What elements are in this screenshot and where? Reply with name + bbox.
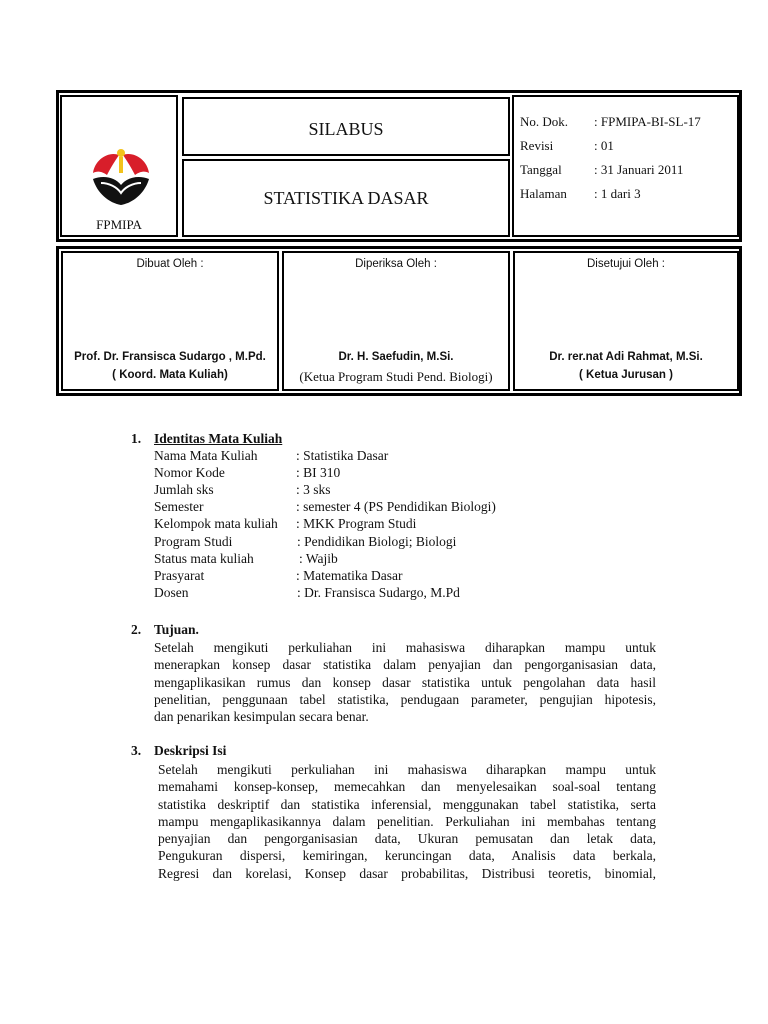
identity-label: Prasyarat — [154, 568, 205, 583]
paragraph-line: mampu mengaplikasikannya dalam penelitian. Perkuliahan ini membahas tentang — [158, 813, 656, 829]
signature-cell-reviewed — [282, 251, 510, 391]
doc-info-key: Tanggal — [520, 162, 562, 177]
signature-name: Prof. Dr. Fransisca Sudargo , M.Pd. — [74, 351, 266, 363]
section-title: Identitas Mata Kuliah — [154, 431, 283, 446]
paragraph-line: memahami konsep-konsep, memecahkan dan menyelesaikan soal-soal tentang — [158, 779, 656, 795]
signature-cell-created — [61, 251, 279, 391]
identity-label: Kelompok mata kuliah — [154, 516, 278, 531]
signature-name: Dr. rer.nat Adi Rahmat, M.Si. — [549, 351, 703, 363]
doc-info-key: No. Dok. — [520, 114, 569, 129]
identity-value: : 3 sks — [296, 482, 331, 497]
fpmipa-logo-icon — [89, 147, 153, 207]
paragraph-line: Setelah mengikuti perkuliahan ini mahasiswa diharapkan mampu untuk — [158, 762, 656, 777]
paragraph-line: Setelah mengikuti perkuliahan ini mahasiswa diharapkan mampu untuk — [154, 640, 656, 655]
paragraph-line: penelitian, penggunaan tabel statistika, pendugaan parameter, pengujian hipotesis, — [154, 691, 656, 707]
paragraph-line: penyajian dan pengorganisasian data, Ukuran pemusatan dan letak data, — [158, 831, 656, 847]
logo-text: FPMIPA — [96, 217, 142, 232]
course-subject: STATISTIKA DASAR — [263, 188, 429, 208]
doc-info-value: : 1 dari 3 — [594, 186, 641, 201]
doc-info-value: : FPMIPA-BI-SL-17 — [594, 114, 701, 129]
identity-value: : Wajib — [299, 551, 338, 566]
doc-info-key: Revisi — [520, 138, 554, 153]
signature-role: Disetujui Oleh : — [587, 258, 665, 270]
identity-label: Nomor Kode — [154, 465, 225, 480]
paragraph-line: Regresi dan korelasi, Konsep dasar probabilitas, Distribusi teoretis, binomial, — [158, 865, 656, 881]
title-cell — [182, 97, 510, 156]
paragraph-line: mengaplikasikan rumus dan konsep dasar statistika untuk pengolahan data hasil — [154, 674, 656, 690]
signature-cell-approved — [513, 251, 739, 391]
identity-value: : Statistika Dasar — [296, 448, 389, 463]
identity-value: : Matematika Dasar — [296, 568, 403, 583]
identity-label: Nama Mata Kuliah — [154, 448, 258, 463]
doc-info-row — [520, 114, 701, 130]
document-title: SILABUS — [308, 119, 384, 139]
paragraph-line: dan penarikan kesimpulan secara benar. — [154, 709, 369, 725]
identity-value: : semester 4 (PS Pendidikan Biologi) — [296, 499, 496, 514]
identity-label: Status mata kuliah — [154, 551, 254, 566]
section-title: Deskripsi Isi — [154, 743, 227, 758]
signature-position: (Ketua Program Studi Pend. Biologi) — [299, 369, 493, 384]
doc-info-value: : 01 — [594, 138, 614, 153]
doc-info-row — [520, 138, 614, 154]
signature-position: ( Koord. Mata Kuliah) — [112, 369, 228, 381]
doc-info-row — [520, 162, 683, 178]
identity-value: : Dr. Fransisca Sudargo, M.Pd — [297, 585, 460, 600]
section-paragraph — [158, 761, 656, 882]
identity-label: Semester — [154, 499, 204, 514]
identity-label: Jumlah sks — [154, 482, 214, 497]
paragraph-line: Pengukuran dispersi, kemiringan, keruncingan data, Analisis data berkala, — [158, 848, 656, 864]
section-number: 1. — [131, 431, 142, 446]
paragraph-line: menerapkan konsep dasar statistika dalam penyajian dan pengorganisasian data, — [154, 657, 656, 673]
logo-cell — [60, 95, 178, 237]
doc-info-key: Halaman — [520, 186, 567, 201]
identity-label: Dosen — [154, 585, 189, 600]
signature-role: Diperiksa Oleh : — [355, 258, 437, 270]
identity-label: Program Studi — [154, 534, 233, 549]
paragraph-line: statistika deskriptif dan statistika inferensial, menggunakan tabel statistika, serta — [158, 796, 656, 812]
subject-cell — [182, 159, 510, 237]
section-paragraph — [154, 639, 656, 725]
identity-value: : MKK Program Studi — [296, 516, 417, 531]
doc-info-value: : 31 Januari 2011 — [594, 162, 684, 177]
document-info-cell — [512, 95, 739, 237]
section-number: 2. — [131, 622, 142, 637]
signature-position: ( Ketua Jurusan ) — [579, 369, 673, 381]
doc-info-row — [520, 186, 641, 202]
signature-role: Dibuat Oleh : — [136, 258, 204, 270]
signature-name: Dr. H. Saefudin, M.Si. — [338, 351, 454, 363]
identity-value: : Pendidikan Biologi; Biologi — [297, 534, 457, 549]
identity-value: : BI 310 — [296, 465, 341, 480]
section-number: 3. — [131, 743, 142, 758]
section-title: Tujuan. — [154, 622, 199, 637]
